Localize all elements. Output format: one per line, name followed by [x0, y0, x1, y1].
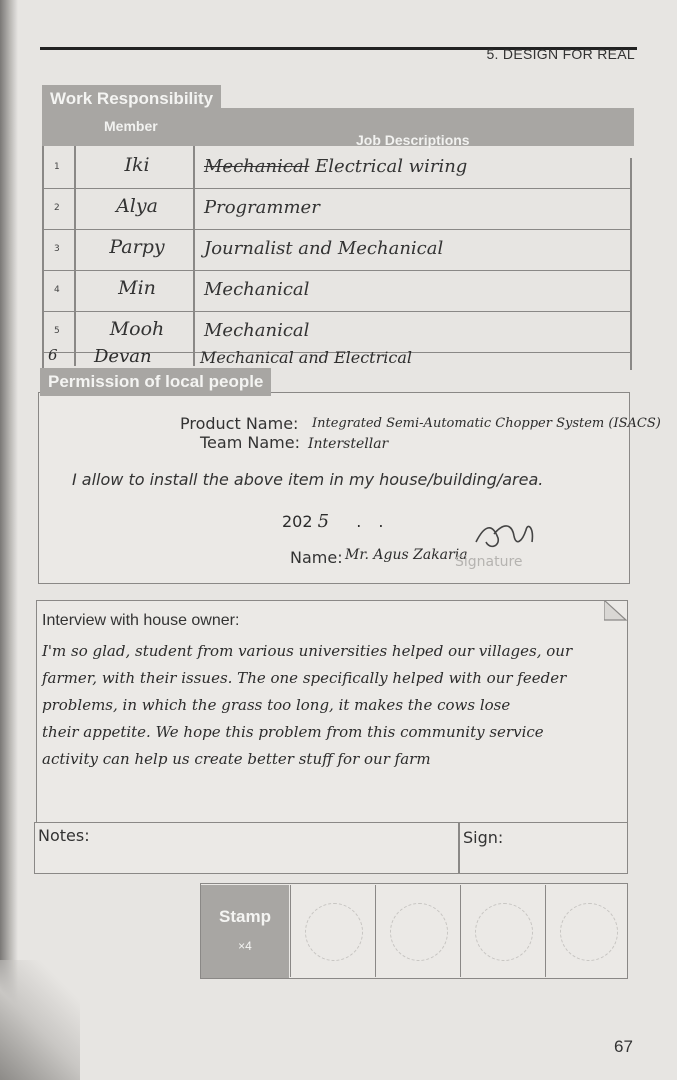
member-name: Alya	[116, 195, 158, 217]
date-year-digit: 5	[317, 511, 330, 532]
page-number: 67	[614, 1037, 633, 1056]
member-name: Parpy	[109, 236, 165, 258]
table-row	[42, 148, 632, 189]
work-responsibility-title: Work Responsibility	[42, 85, 221, 113]
chapter-title: 5. DESIGN FOR REAL	[486, 46, 635, 62]
stamp-placeholder-icon	[305, 903, 363, 961]
interview-line: farmer, with their issues. The one specifically helped with our feeder	[42, 669, 567, 687]
permission-statement: I allow to install the above item in my house/building/area.	[72, 470, 544, 489]
row-number: 2	[54, 203, 60, 213]
interview-line: problems, in which the grass too long, it makes the cows lose	[42, 696, 511, 714]
member-name: Mooh	[109, 318, 165, 340]
signature-scribble	[470, 512, 540, 556]
member-name: Devan	[94, 346, 152, 367]
member-column-header: Member	[104, 118, 158, 134]
row-number: 5	[54, 326, 60, 336]
job-text: Electrical wiring	[315, 156, 468, 177]
stamp-placeholder-icon	[475, 903, 533, 961]
team-name-value: Interstellar	[308, 436, 389, 452]
interview-text	[42, 638, 622, 773]
team-name-label: Team Name:	[200, 433, 300, 452]
job-description: Mechanical	[204, 279, 310, 300]
notes-box	[34, 822, 628, 874]
stamp-count: ×4	[238, 939, 252, 953]
stamp-label-cell	[201, 885, 289, 978]
job-description: Mechanical	[204, 320, 310, 341]
signature-label: Signature	[455, 554, 523, 570]
stamp-placeholder-icon	[560, 903, 618, 961]
job-column-header: Job Descriptions	[356, 132, 470, 148]
member-name: Min	[118, 277, 156, 299]
stamp-slot-2	[375, 885, 460, 977]
date-field	[282, 511, 389, 532]
interview-title: Interview with house owner:	[42, 612, 240, 629]
job-description: Programmer	[204, 197, 320, 218]
product-name-label: Product Name:	[180, 414, 299, 433]
row-number: 3	[54, 244, 60, 254]
interview-line: activity can help us create better stuff for our farm	[42, 750, 431, 768]
date-prefix: 202	[282, 512, 313, 531]
permission-title: Permission of local people	[40, 368, 271, 396]
stamp-slot-3	[460, 885, 545, 977]
row-number: 4	[54, 285, 60, 295]
notes-sign-divider	[458, 822, 460, 874]
stamp-placeholder-icon	[390, 903, 448, 961]
name-label: Name:	[290, 548, 343, 567]
member-name: Iki	[124, 154, 150, 176]
job-description: Journalist and Mechanical	[204, 238, 444, 259]
row-number: 1	[54, 162, 60, 172]
struck-text: Mechanical	[204, 156, 310, 177]
stamp-slot-4	[545, 885, 626, 977]
table-row	[42, 189, 632, 230]
date-separators: . .	[356, 512, 390, 531]
folded-corner-icon	[604, 600, 628, 622]
name-value: Mr. Agus Zakaria	[345, 547, 468, 563]
product-name-value: Integrated Semi-Automatic Chopper System (ISACS)	[312, 416, 661, 431]
stamp-label: Stamp	[219, 907, 271, 926]
job-description: Mechanical and Electrical	[200, 348, 412, 367]
page-binding-shadow	[0, 0, 18, 1080]
page-corner-shadow	[0, 960, 80, 1080]
sign-label: Sign:	[463, 828, 504, 847]
notes-label: Notes:	[38, 826, 90, 845]
job-description	[204, 156, 467, 177]
interview-line: I'm so glad, student from various universities helped our villages, our	[42, 642, 573, 660]
table-row	[48, 346, 468, 370]
table-row	[42, 271, 632, 312]
interview-line: their appetite. We hope this problem from this community service	[42, 723, 544, 741]
stamp-slot-1	[290, 885, 375, 977]
table-row	[42, 230, 632, 271]
row-number: 6	[48, 346, 58, 364]
